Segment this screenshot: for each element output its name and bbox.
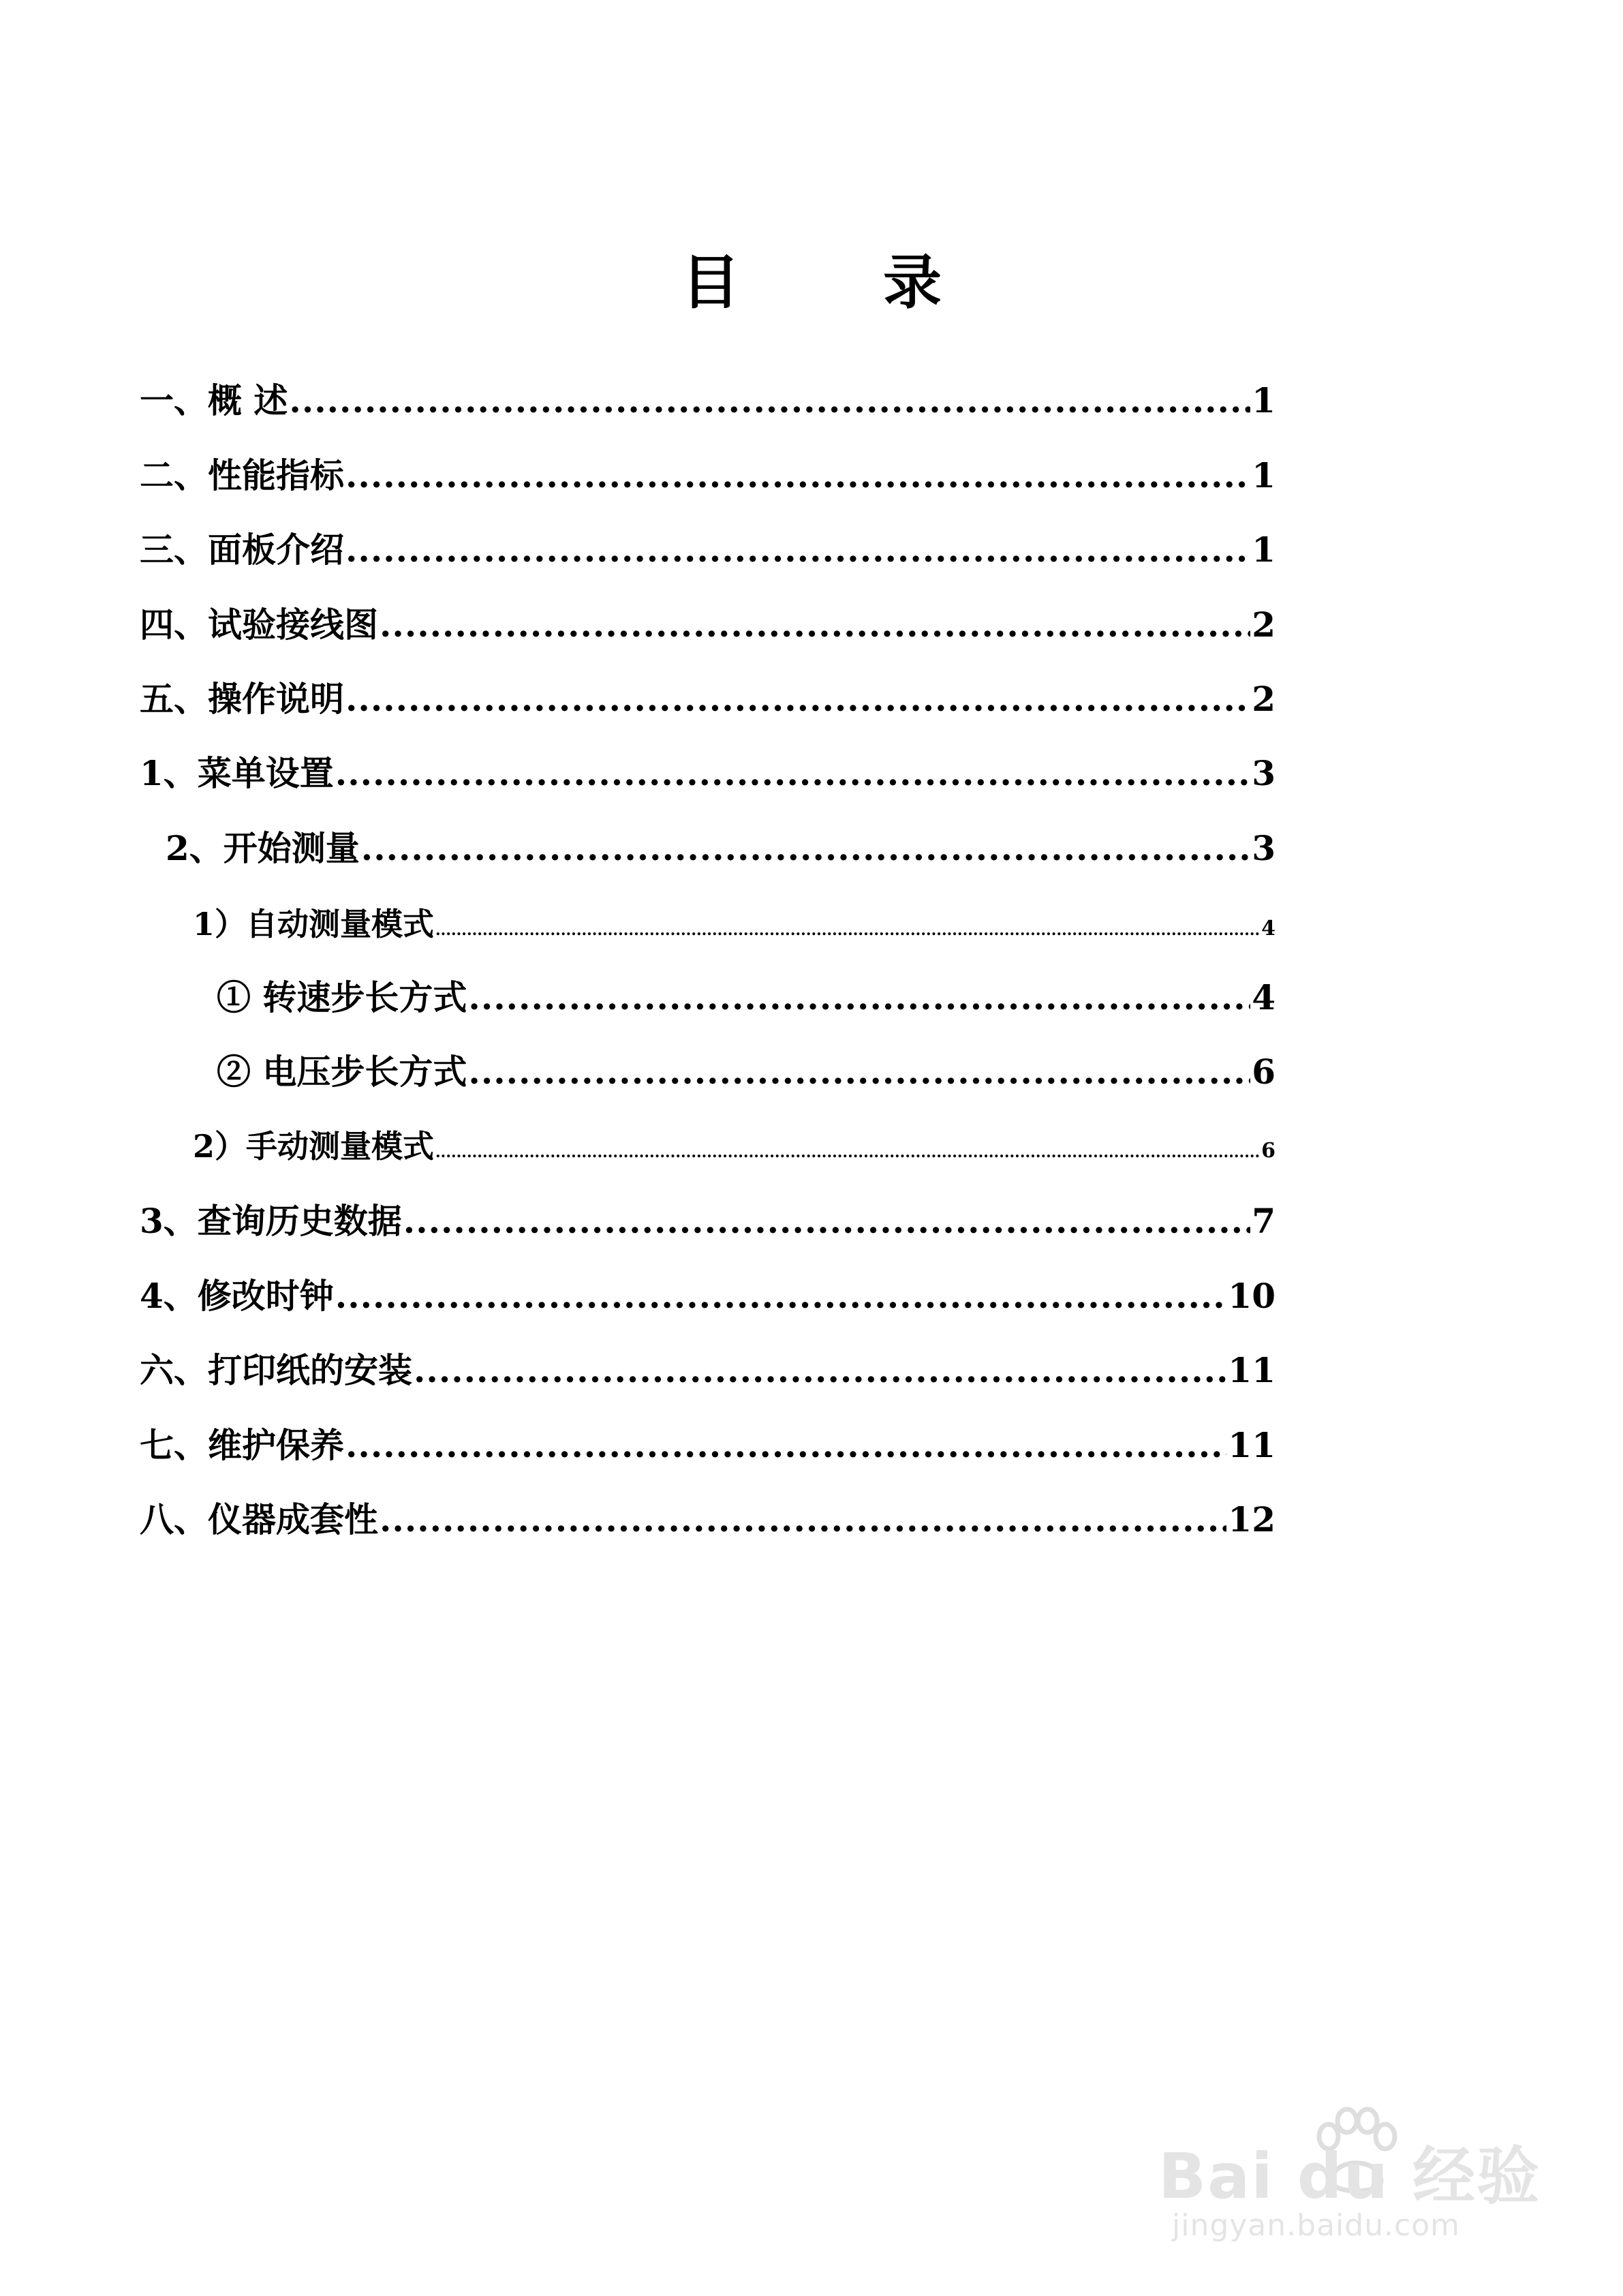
toc-entry[interactable] [140,1269,1276,1318]
toc-leader [345,530,1250,570]
page-title: 目 录 [681,248,1003,317]
toc-entry-label: ② 电压步长方式 [217,1052,467,1092]
toc-entry-page: 7 [1252,1201,1276,1241]
toc-leader [335,753,1250,793]
toc-entry-page: 3 [1252,753,1276,793]
toc-leader [435,921,1260,939]
toc-entry-label: 2）手动测量模式 [193,1128,435,1165]
toc-entry-label: 二、性能指标 [140,455,344,495]
toc-entry[interactable] [193,900,1276,945]
toc-leader [335,1276,1227,1316]
toc-leader [345,1425,1226,1465]
toc-leader [289,380,1250,420]
toc-entry[interactable] [140,746,1276,795]
toc-leader [468,977,1250,1017]
toc-entry-page: 2 [1252,679,1276,719]
toc-leader [468,1052,1250,1092]
toc-entry[interactable] [166,821,1276,870]
toc-entry[interactable] [217,1045,1276,1094]
toc-entry-label: 4、修改时钟 [140,1276,334,1316]
toc-entry-label: 四、试验接线图 [140,604,378,645]
toc-entry[interactable] [217,970,1276,1020]
toc-leader [380,604,1250,645]
toc-entry-label: 三、面板介绍 [140,530,344,570]
toc-entry-label: 3、查询历史数据 [140,1201,402,1241]
toc-entry-label: 一、概 述 [140,380,288,420]
toc-leader [345,679,1250,719]
watermark-logo-text: Bai du 经验 [1158,2140,1541,2213]
toc-entry-label: 1）自动测量模式 [193,906,435,943]
toc-entry[interactable] [140,1418,1276,1467]
toc-leader [380,1499,1226,1540]
toc-entry-page: 11 [1228,1425,1276,1465]
toc-entry-page: 4 [1252,977,1276,1017]
toc-entry-label: ① 转速步长方式 [217,977,467,1017]
toc-entry-label: 2、开始测量 [166,828,360,868]
toc-entry[interactable] [140,373,1276,423]
toc-leader [361,828,1250,868]
toc-entry-page: 10 [1228,1276,1276,1316]
toc-leader [345,455,1250,495]
toc-entry[interactable] [140,523,1276,572]
toc-entry-page: 6 [1261,1139,1276,1163]
toc-entry-page: 2 [1252,604,1276,645]
toc-leader [414,1350,1226,1390]
toc-entry-page: 11 [1228,1350,1276,1390]
toc-entry[interactable] [140,672,1276,721]
toc-entry-page: 1 [1252,380,1276,420]
toc-entry-page: 4 [1261,917,1276,940]
toc-entry-label: 八、仪器成套性 [140,1499,378,1540]
toc-entry-label: 1、菜单设置 [140,753,334,793]
toc-entry-page: 1 [1252,455,1276,495]
toc-entry[interactable] [140,1194,1276,1243]
toc-entry-label: 五、操作说明 [140,679,344,719]
toc-entry[interactable] [140,598,1276,647]
toc-entry[interactable] [140,1343,1276,1392]
toc-entry-page: 3 [1252,828,1276,868]
toc-leader [403,1201,1250,1241]
toc-entry-page: 6 [1252,1052,1276,1092]
toc-entry[interactable] [140,1493,1276,1542]
watermark-url: jingyan.baidu.com [1172,2208,1461,2243]
toc-entry-label: 七、维护保养 [140,1425,344,1465]
toc-entry-label: 六、打印纸的安装 [140,1350,412,1390]
toc-entry[interactable] [193,1122,1276,1167]
toc-entry-page: 1 [1252,530,1276,570]
toc-entry[interactable] [140,448,1276,498]
toc-leader [435,1144,1260,1161]
toc-entry-page: 12 [1228,1499,1276,1540]
